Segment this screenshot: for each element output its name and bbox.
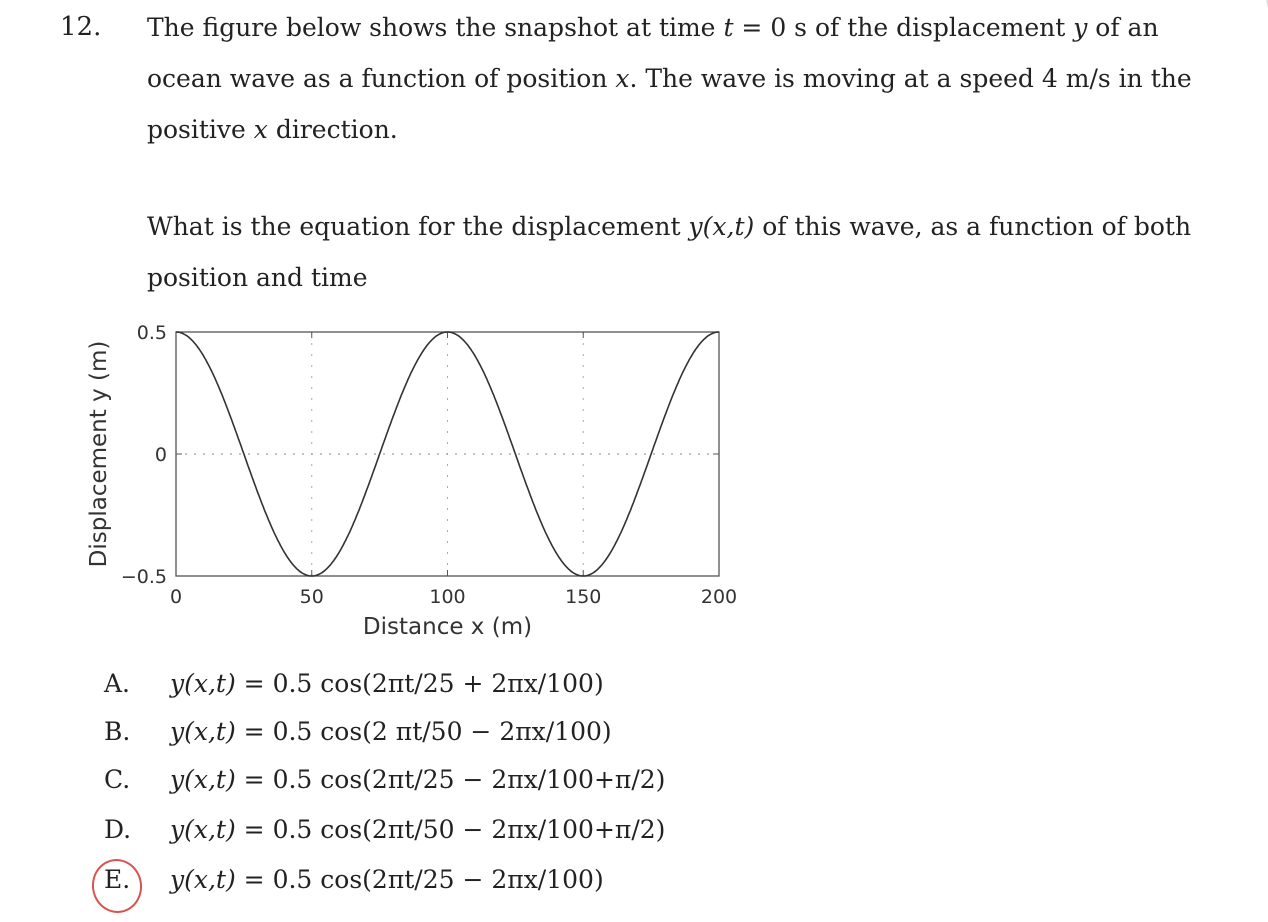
wave-chart xyxy=(0,300,780,645)
option-letter: E. xyxy=(104,865,131,894)
option-letter: C. xyxy=(104,765,131,794)
option-equation: = 0.5 cos(2πt/25 − 2πx/100+π/2) xyxy=(235,765,666,794)
math-variable: x xyxy=(253,115,268,144)
y-axis-title: Displacement y (m) xyxy=(86,340,112,568)
option-d xyxy=(104,810,665,850)
option-letter: D. xyxy=(104,815,132,844)
chart-grid xyxy=(176,332,719,576)
option-equation: = 0.5 cos(2πt/50 − 2πx/100+π/2) xyxy=(235,815,666,844)
option-e xyxy=(104,860,604,900)
text-run: = 0 s of the displacement xyxy=(733,13,1074,42)
option-lhs: y(x,t) xyxy=(170,765,236,794)
chart-labels xyxy=(86,322,737,640)
option-b xyxy=(104,712,612,752)
text-run: direction. xyxy=(267,115,398,144)
text-run: What is the equation for the displacement xyxy=(147,212,689,241)
option-lhs: y(x,t) xyxy=(170,865,236,894)
x-axis-title: Distance x (m) xyxy=(362,614,533,640)
math-variable: y(x,t) xyxy=(688,212,755,241)
option-equation: = 0.5 cos(2 πt/50 − 2πx/100) xyxy=(235,717,612,746)
x-tick-label: 200 xyxy=(700,586,738,608)
math-variable: x xyxy=(615,64,630,93)
x-tick-label: 0 xyxy=(169,586,183,608)
option-equation: = 0.5 cos(2πt/25 + 2πx/100) xyxy=(235,669,604,698)
question-stem xyxy=(147,2,1237,155)
y-tick-label: 0.5 xyxy=(136,322,167,344)
x-tick-label: 50 xyxy=(299,586,324,608)
x-tick-label: 100 xyxy=(429,586,466,608)
option-lhs: y(x,t) xyxy=(170,815,236,844)
option-lhs: y(x,t) xyxy=(170,669,236,698)
math-variable: t xyxy=(723,13,734,42)
x-tick-label: 150 xyxy=(565,586,602,608)
option-letter: A. xyxy=(104,669,131,698)
option-letter: B. xyxy=(104,717,131,746)
y-tick-label: −0.5 xyxy=(120,566,167,588)
text-run: of an ocean wave as a function of position xyxy=(147,13,1159,93)
text-run: The figure below shows the snapshot at time xyxy=(147,13,724,42)
y-tick-label: 0 xyxy=(154,444,167,466)
option-a xyxy=(104,664,604,704)
option-c xyxy=(104,760,665,800)
question-number: 12. xyxy=(60,12,102,42)
text-run: . The wave is moving at a speed 4 m/s in the positive xyxy=(147,64,1192,144)
option-lhs: y(x,t) xyxy=(170,717,236,746)
math-variable: y xyxy=(1073,13,1088,42)
text-run: of this wave, as a function of both position and time xyxy=(147,212,1192,292)
question-prompt xyxy=(147,201,1237,303)
option-equation: = 0.5 cos(2πt/25 − 2πx/100) xyxy=(235,865,604,894)
